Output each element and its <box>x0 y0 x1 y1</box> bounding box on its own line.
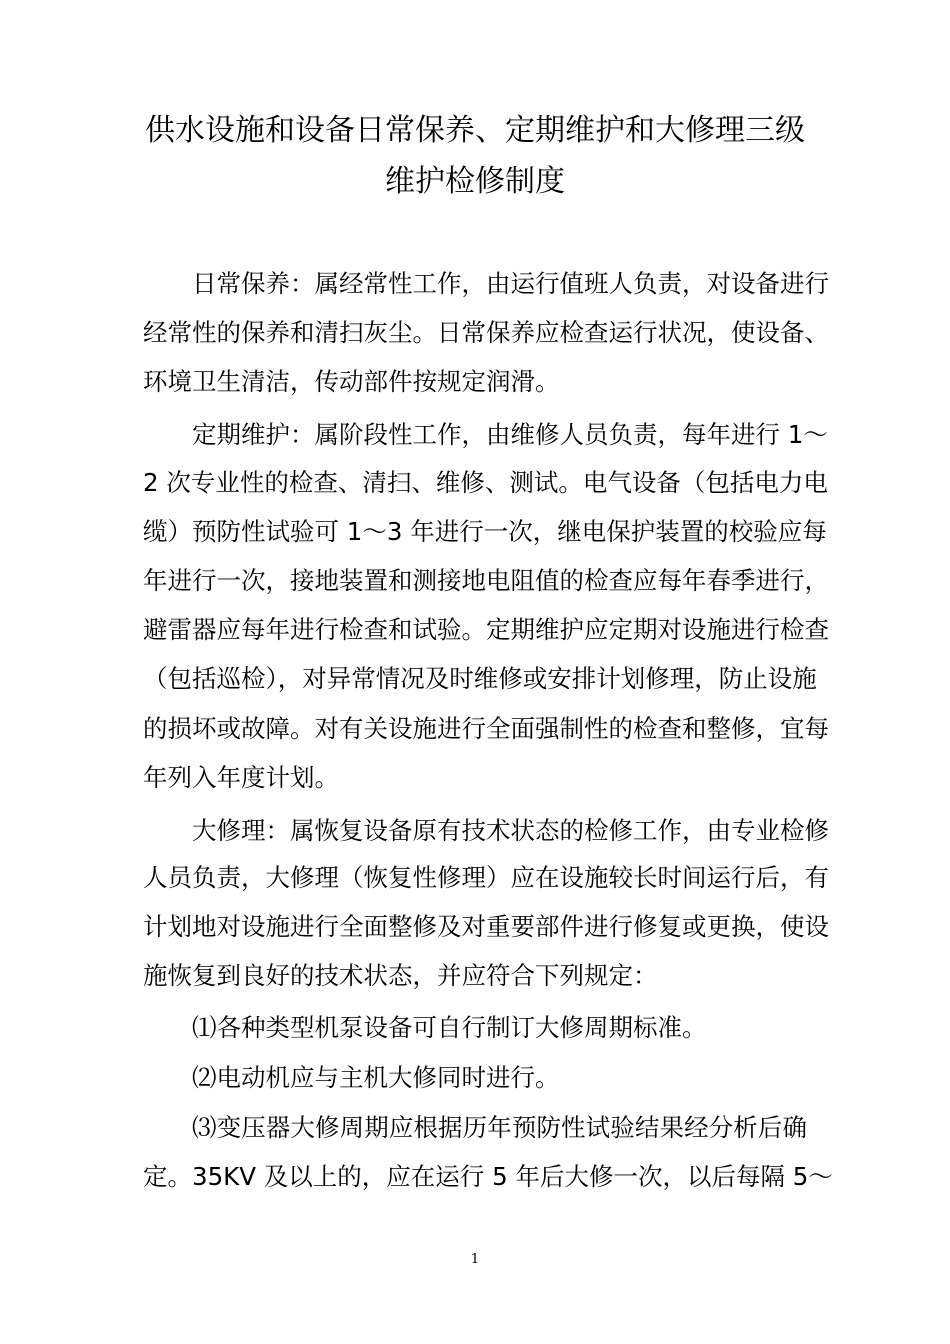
periodic-maintenance-line-1-text: 属阶段性工作，由维修人员负责，每年进行 1～ <box>314 420 828 449</box>
daily-maintenance-line-1 <box>192 269 829 298</box>
periodic-maintenance-line-1 <box>192 420 828 449</box>
rule-item-3-line-2: 定。35KV 及以上的，应在运行 5 年后大修一次，以后每隔 5～ <box>143 1162 833 1191</box>
overhaul-line-1-text: 属恢复设备原有技术状态的检修工作，由专业检修 <box>290 816 829 845</box>
daily-maintenance-line-2: 经常性的保养和清扫灰尘。日常保养应检查运行状况，使设备、 <box>143 318 829 347</box>
periodic-maintenance-line-6: （包括巡检），对异常情况及时维修或安排计划修理，防止设施 <box>143 664 817 693</box>
document-title-line-2: 维护检修制度 <box>385 164 565 199</box>
periodic-maintenance-line-5: 避雷器应每年进行检查和试验。定期维护应定期对设施进行检查 <box>143 615 829 644</box>
periodic-maintenance-line-8: 年列入年度计划。 <box>143 763 339 792</box>
rule-item-2: ⑵电动机应与主机大修同时进行。 <box>192 1063 560 1092</box>
rule-item-1: ⑴各种类型机泵设备可自行制订大修周期标准。 <box>192 1013 707 1042</box>
page-number: 1 <box>470 1252 480 1267</box>
overhaul-line-3: 计划地对设施进行全面整修及对重要部件进行修复或更换，使设 <box>143 912 829 941</box>
overhaul-line-1 <box>192 816 829 845</box>
daily-maintenance-line-1-text: 属经常性工作，由运行值班人负责，对设备进行 <box>314 269 829 298</box>
periodic-maintenance-line-3: 缆）预防性试验可 1～3 年进行一次，继电保护装置的校验应每 <box>143 517 827 546</box>
periodic-maintenance-line-4: 年进行一次，接地装置和测接地电阻值的检查应每年春季进行， <box>143 566 829 595</box>
periodic-maintenance-line-7: 的损坏或故障。对有关设施进行全面强制性的检查和整修，宜每 <box>143 714 829 743</box>
overhaul-line-4: 施恢复到良好的技术状态，并应符合下列规定： <box>143 961 658 990</box>
periodic-maintenance-line-2: 2 次专业性的检查、清扫、维修、测试。电气设备（包括电力电 <box>143 468 828 497</box>
daily-maintenance-lead: 日常保养： <box>192 269 315 298</box>
rule-item-3-line-1: ⑶变压器大修周期应根据历年预防性试验结果经分析后确 <box>192 1113 807 1142</box>
overhaul-lead: 大修理： <box>192 816 290 845</box>
overhaul-line-2: 人员负责，大修理（恢复性修理）应在设施较长时间运行后，有 <box>143 863 829 892</box>
periodic-maintenance-lead: 定期维护： <box>192 420 315 449</box>
daily-maintenance-line-3: 环境卫生清洁，传动部件按规定润滑。 <box>143 367 560 396</box>
document-title-line-1: 供水设施和设备日常保养、定期维护和大修理三级 <box>145 113 805 148</box>
